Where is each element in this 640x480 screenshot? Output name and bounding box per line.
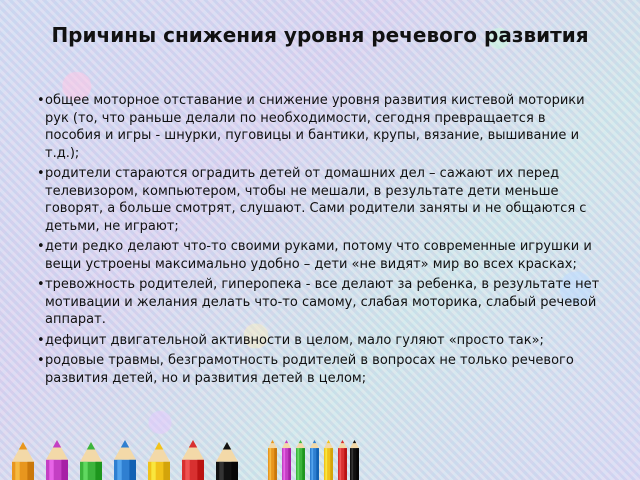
bullet: • [37, 239, 45, 254]
list-item-text: общее моторное отставание и снижение уровня развития кистевой моторики рук (то, что раньше делали по необходимости, сегодня превращается в пособия и игры - шнурки, пуговицы и бантики, крупы, вязание, вышивание и т.д.); [45, 93, 585, 161]
large-pencil [182, 440, 204, 480]
large-pencil [80, 442, 102, 480]
bullet: • [37, 353, 45, 368]
list-item [30, 238, 605, 273]
slide-title: Причины снижения уровня речевого развития [51, 23, 589, 47]
list-item [30, 92, 605, 162]
list-item-text: родовые травмы, безграмотность родителей в вопросах не только речевого развития детей, но и развития детей в целом; [45, 353, 574, 386]
list-item-text: тревожность родителей, гиперопека - все делают за ребенка, в результате нет мотивации и желания делать что-то самому, слабая моторика, слабый речевой аппарат. [45, 277, 600, 327]
small-pencil [296, 440, 305, 480]
bullet: • [37, 166, 45, 181]
small-pencil [310, 440, 319, 480]
list-item [30, 332, 605, 350]
pencils-decoration [0, 430, 640, 480]
bullet: • [37, 332, 45, 348]
reasons-list [30, 92, 605, 390]
list-item [30, 352, 605, 387]
bullet: • [37, 277, 45, 292]
list-item [30, 276, 605, 329]
large-pencil [46, 440, 68, 480]
small-pencil [350, 440, 359, 480]
small-pencil [338, 440, 347, 480]
list-item-text: дети редко делают что-то своими руками, потому что современные игрушки и вещи устроены максимально удобно – дети «не видят» мир во всех красках; [45, 239, 592, 272]
small-pencil [282, 440, 291, 480]
large-pencil [114, 440, 136, 480]
bullet: • [37, 93, 45, 108]
small-pencil [324, 440, 333, 480]
large-pencil [216, 442, 238, 480]
list-item [30, 165, 605, 235]
list-item-text: родители стараются оградить детей от домашних дел – сажают их перед телевизором, компьютером, чтобы не мешали, в результате дети меньше говорят, а больше смотрят, слушают. Сами родители заняты и не общаются с детьми, не играют; [45, 166, 587, 234]
large-pencil [148, 442, 170, 480]
list-item-text: дефицит двигательной активности в целом, мало гуляют «просто так»; [45, 332, 544, 348]
small-pencil [268, 440, 277, 480]
large-pencil [12, 442, 34, 480]
